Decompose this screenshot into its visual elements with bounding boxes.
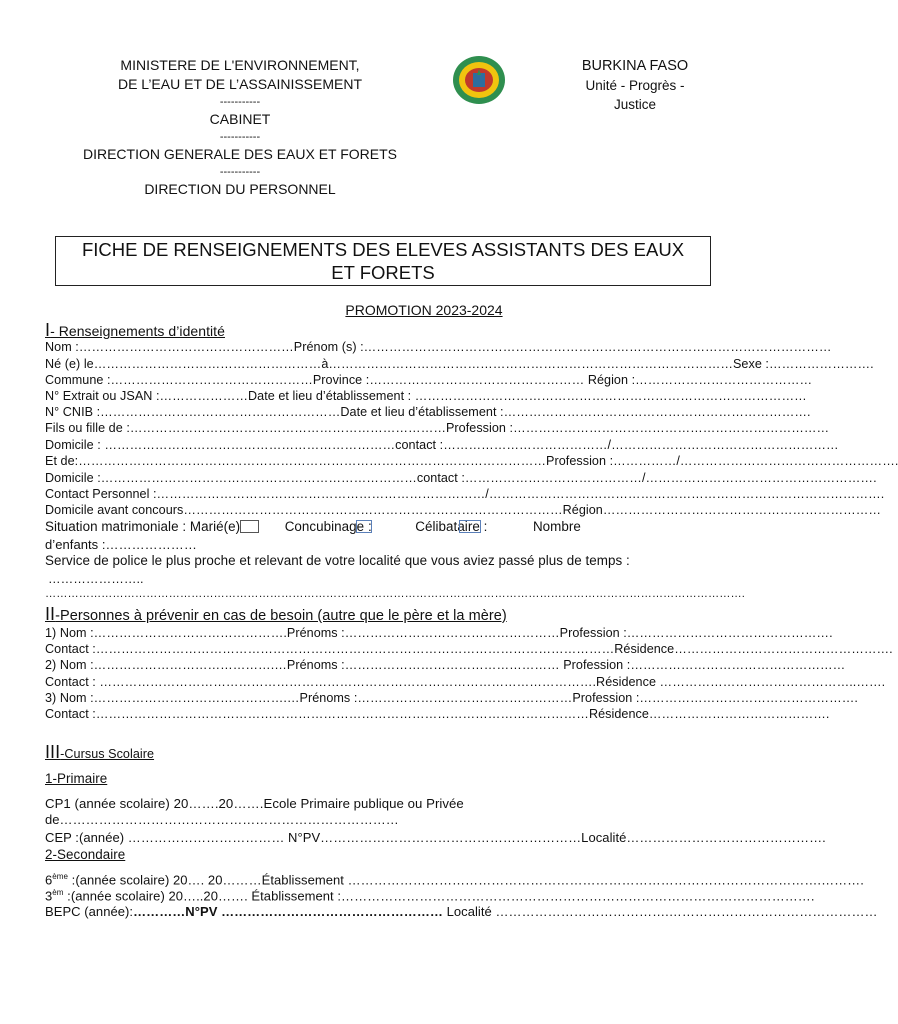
marital-label: Situation matrimoniale : Marié(e) <box>45 519 241 534</box>
ministry-line2: DE L’EAU ET DE L’ASSAINISSEMENT <box>117 76 363 92</box>
section3-heading <box>45 742 154 763</box>
section3-title: -Cursus Scolaire <box>60 747 155 761</box>
section2-heading <box>45 604 507 625</box>
promotion-label: PROMOTION 2023-2024 <box>345 302 503 318</box>
marital-status-row <box>45 519 581 534</box>
bepc-label: BEPC (année): <box>45 904 134 919</box>
section1-heading <box>45 320 225 341</box>
police-answer-field[interactable]: ………………….. <box>48 572 144 586</box>
sixieme-rest: :(année scolaire) 20…. 20………Établissement ……………………………………………………………………………………………….………. <box>68 872 864 888</box>
cp1-field[interactable]: CP1 (année scolaire) 20…….20…….Ecole Primaire publique ou Privée <box>45 796 464 811</box>
concubinage-checkbox[interactable] <box>356 520 372 533</box>
motto-line1: Unité - Progrès - <box>585 78 685 93</box>
celibataire-checkbox[interactable] <box>459 520 481 533</box>
section2-roman: II <box>45 604 56 624</box>
direction-generale: DIRECTION GENERALE DES EAUX ET FORETS <box>82 146 398 162</box>
grade-suffix: èm <box>52 888 64 897</box>
ministry-line1: MINISTERE DE L'ENVIRONNEMENT, <box>120 57 360 73</box>
bepc-localite: Localité ………………………………….………………………………………… <box>442 904 878 919</box>
cep-field[interactable]: CEP :(année) ……………………………… N°PV……………………………………………………Localité………………………………………. <box>45 830 826 845</box>
grade-suffix: ème <box>52 872 68 881</box>
police-question: Service de police le plus proche et relevant de votre localité que vous aviez passé plus de temps : <box>45 553 630 568</box>
field-line[interactable]: Fils ou fille de :…………………………………………………………………Profession :………………………………………………………………… <box>45 421 830 435</box>
nombre-label: Nombre <box>532 519 581 534</box>
concubinage-label: Concubinage : <box>284 519 372 534</box>
celibataire-label: Célibataire : <box>415 519 488 534</box>
field-line[interactable]: Et de:…………………………………………………………………………………………………Profession :……………/……………………………………………. <box>45 454 898 468</box>
separator: ----------- <box>219 131 261 143</box>
direction-personnel: DIRECTION DU PERSONNEL <box>144 181 336 197</box>
bepc-field[interactable] <box>45 904 878 919</box>
form-title-line1: FICHE DE RENSEIGNEMENTS DES ELEVES ASSISTANTS DES EAUX <box>81 239 685 260</box>
bepc-pv: …………N°PV …………………………………………… <box>133 904 443 919</box>
contact-line[interactable]: 1) Nom :……………………………………….Prénoms :……………………………………………Profession :…………………………………………. <box>45 626 833 640</box>
separator: ----------- <box>219 96 261 108</box>
field-line[interactable]: Commune :…………………………………………Province :…………………………………………… Région :…………………………………… <box>45 373 813 387</box>
form-title-line2: ET FORETS <box>331 262 435 283</box>
primaire-heading: 1-Primaire <box>45 771 108 786</box>
secondaire-heading: 2-Secondaire <box>45 847 126 862</box>
cabinet-label: CABINET <box>209 111 271 127</box>
married-checkbox[interactable] <box>240 520 259 533</box>
field-line[interactable]: N° Extrait ou JSAN :…………………Date et lieu d’établissement : ………………………………………………………………………………… <box>45 389 807 403</box>
children-count-field[interactable]: d’enfants :………………… <box>45 537 197 552</box>
contact-line[interactable]: Contact : ……………………………………………………………………………………………………….Résidence ………………………………………..……. <box>45 675 886 689</box>
contact-line[interactable]: 3) Nom :……………………………………….…Prénoms :……………………………………………Profession :……………………………………………. <box>45 691 858 705</box>
field-line[interactable]: Contact Personnel :……………………………………………………………………/…………………………………………………………………………………. <box>45 487 885 501</box>
police-answer-field[interactable]: ……………………………………………………………………………………………………………………………………………………………………. <box>45 588 745 600</box>
form-title <box>56 237 710 284</box>
field-line[interactable]: N° CNIB :…………………………………………………Date et lieu d’établissement :………………………………………………………………. <box>45 405 811 419</box>
troisieme-rest: :(année scolaire) 20…..20……. Établissement :………………………………………………………………………………………………. <box>63 888 815 904</box>
contact-line[interactable]: Contact :……………………………………………………………………………………………………………Résidence……………………………………………. <box>45 642 893 656</box>
contact-line[interactable]: 2) Nom :…………………………………….…Prénoms :…………………………………………… Profession :…………………………………………… <box>45 658 846 672</box>
motto-line2: Justice <box>613 97 657 112</box>
ministry-header <box>40 56 440 199</box>
field-line[interactable]: Domicile :…………………………………………………………………contact :……………………………………/………………………………………………. <box>45 471 877 485</box>
troisieme-field[interactable] <box>45 888 815 904</box>
section1-title: - Renseignements d’identité <box>50 323 225 339</box>
grade-number: 3 <box>45 888 53 904</box>
school-name-field[interactable]: de…………………………………………………………………… <box>45 812 399 827</box>
field-line[interactable]: Né (e) le………………………………………………à……………………………………………………………………………………Sexe :……………………. <box>45 357 874 371</box>
ministry-seal-icon <box>452 55 506 105</box>
field-line[interactable]: Domicile : ……………………………………………………………contact :…………………………………/……………………………………………… <box>45 438 839 452</box>
country-name: BURKINA FASO <box>581 58 689 74</box>
section2-title: -Personnes à prévenir en cas de besoin (autre que le père et la mère) <box>55 608 507 624</box>
separator: ----------- <box>219 166 261 178</box>
field-line[interactable]: Nom :……………………………………………Prénom (s) :………………………………………………………………………………………………… <box>45 340 832 354</box>
grade-number: 6 <box>45 872 53 888</box>
country-header <box>545 57 725 114</box>
field-line[interactable]: Domicile avant concours………………………………………………………………………………Région………………………………………………………… <box>45 503 882 517</box>
section3-roman: III <box>45 742 61 762</box>
section1-roman: I <box>45 320 51 340</box>
form-title-box <box>55 236 711 286</box>
contact-line[interactable]: Contact :………………………………………………………………………………………………………Résidence……………………………………. <box>45 707 830 721</box>
sixieme-field[interactable] <box>45 872 864 888</box>
